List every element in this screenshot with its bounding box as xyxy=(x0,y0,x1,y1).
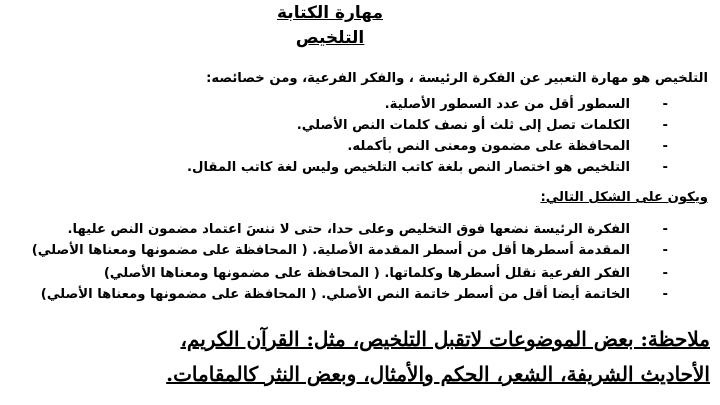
bullet-dash: - xyxy=(662,97,668,112)
bullet-dash: - xyxy=(662,266,668,281)
page-title: مهارة الكتابة xyxy=(277,3,383,23)
bullet-dash: - xyxy=(662,222,668,237)
list-item-text: الفكرة الرئيسة نضعها فوق التخليص وعلى حدا، حتى لا ننسَ اعتماد مضمون النص عليها. xyxy=(67,222,630,237)
list-item xyxy=(384,96,668,114)
list-item xyxy=(40,286,668,304)
characteristics-list xyxy=(30,96,668,196)
bullet-dash: - xyxy=(662,118,668,133)
intro-paragraph: التلخيص هو مهارة التعبير عن الفكرة الرئيسة ، والفكر الفرعية، ومن خصائصه: xyxy=(206,71,708,86)
section-heading: ويكون على الشكل التالي: xyxy=(540,190,708,205)
note-line-2: الأحاديث الشريفة، الشعر، الحكم والأمثال، وبعض النثر كالمقامات. xyxy=(166,362,710,386)
bullet-dash: - xyxy=(662,243,668,258)
list-item xyxy=(187,159,668,177)
bullet-dash: - xyxy=(662,139,668,154)
list-item-text: التلخيص هو اختصار النص بلغة كاتب التلخيص وليس لغة كاتب المقال. xyxy=(187,160,630,175)
bullet-dash: - xyxy=(662,287,668,302)
bullet-dash: - xyxy=(662,160,668,175)
summary-form-list xyxy=(30,221,668,321)
list-item-text: الفكر الفرعية نقلل أسطرها وكلماتها. ( المحافظة على مضمونها ومعناها الأصلي) xyxy=(103,266,630,281)
list-item xyxy=(296,117,668,135)
list-item-text: المقدمة أسطرها أقل من أسطر المقدمة الأصلية. ( المحافظة على مضمونها ومعناها الأصلي) xyxy=(31,243,630,258)
list-item xyxy=(103,265,668,283)
list-item-text: المحافظة على مضمون ومعنى النص بأكمله. xyxy=(347,139,630,154)
list-item xyxy=(31,242,668,260)
list-item xyxy=(347,138,668,156)
list-item-text: الخاتمة أيضا أقل من أسطر خاتمة النص الأصلي. ( المحافظة على مضمونها ومعناها الأصلي) xyxy=(40,287,630,302)
page-subtitle: التلخيص xyxy=(295,28,365,48)
list-item-text: الكلمات تصل إلى ثلث أو نصف كلمات النص الأصلي. xyxy=(296,118,630,133)
note-line-1: ملاحظة: بعض الموضوعات لاتقبل التلخيص، مثل: القرآن الكريم، xyxy=(180,327,710,351)
list-item-text: السطور أقل من عدد السطور الأصلية. xyxy=(384,97,630,112)
list-item xyxy=(67,221,668,239)
